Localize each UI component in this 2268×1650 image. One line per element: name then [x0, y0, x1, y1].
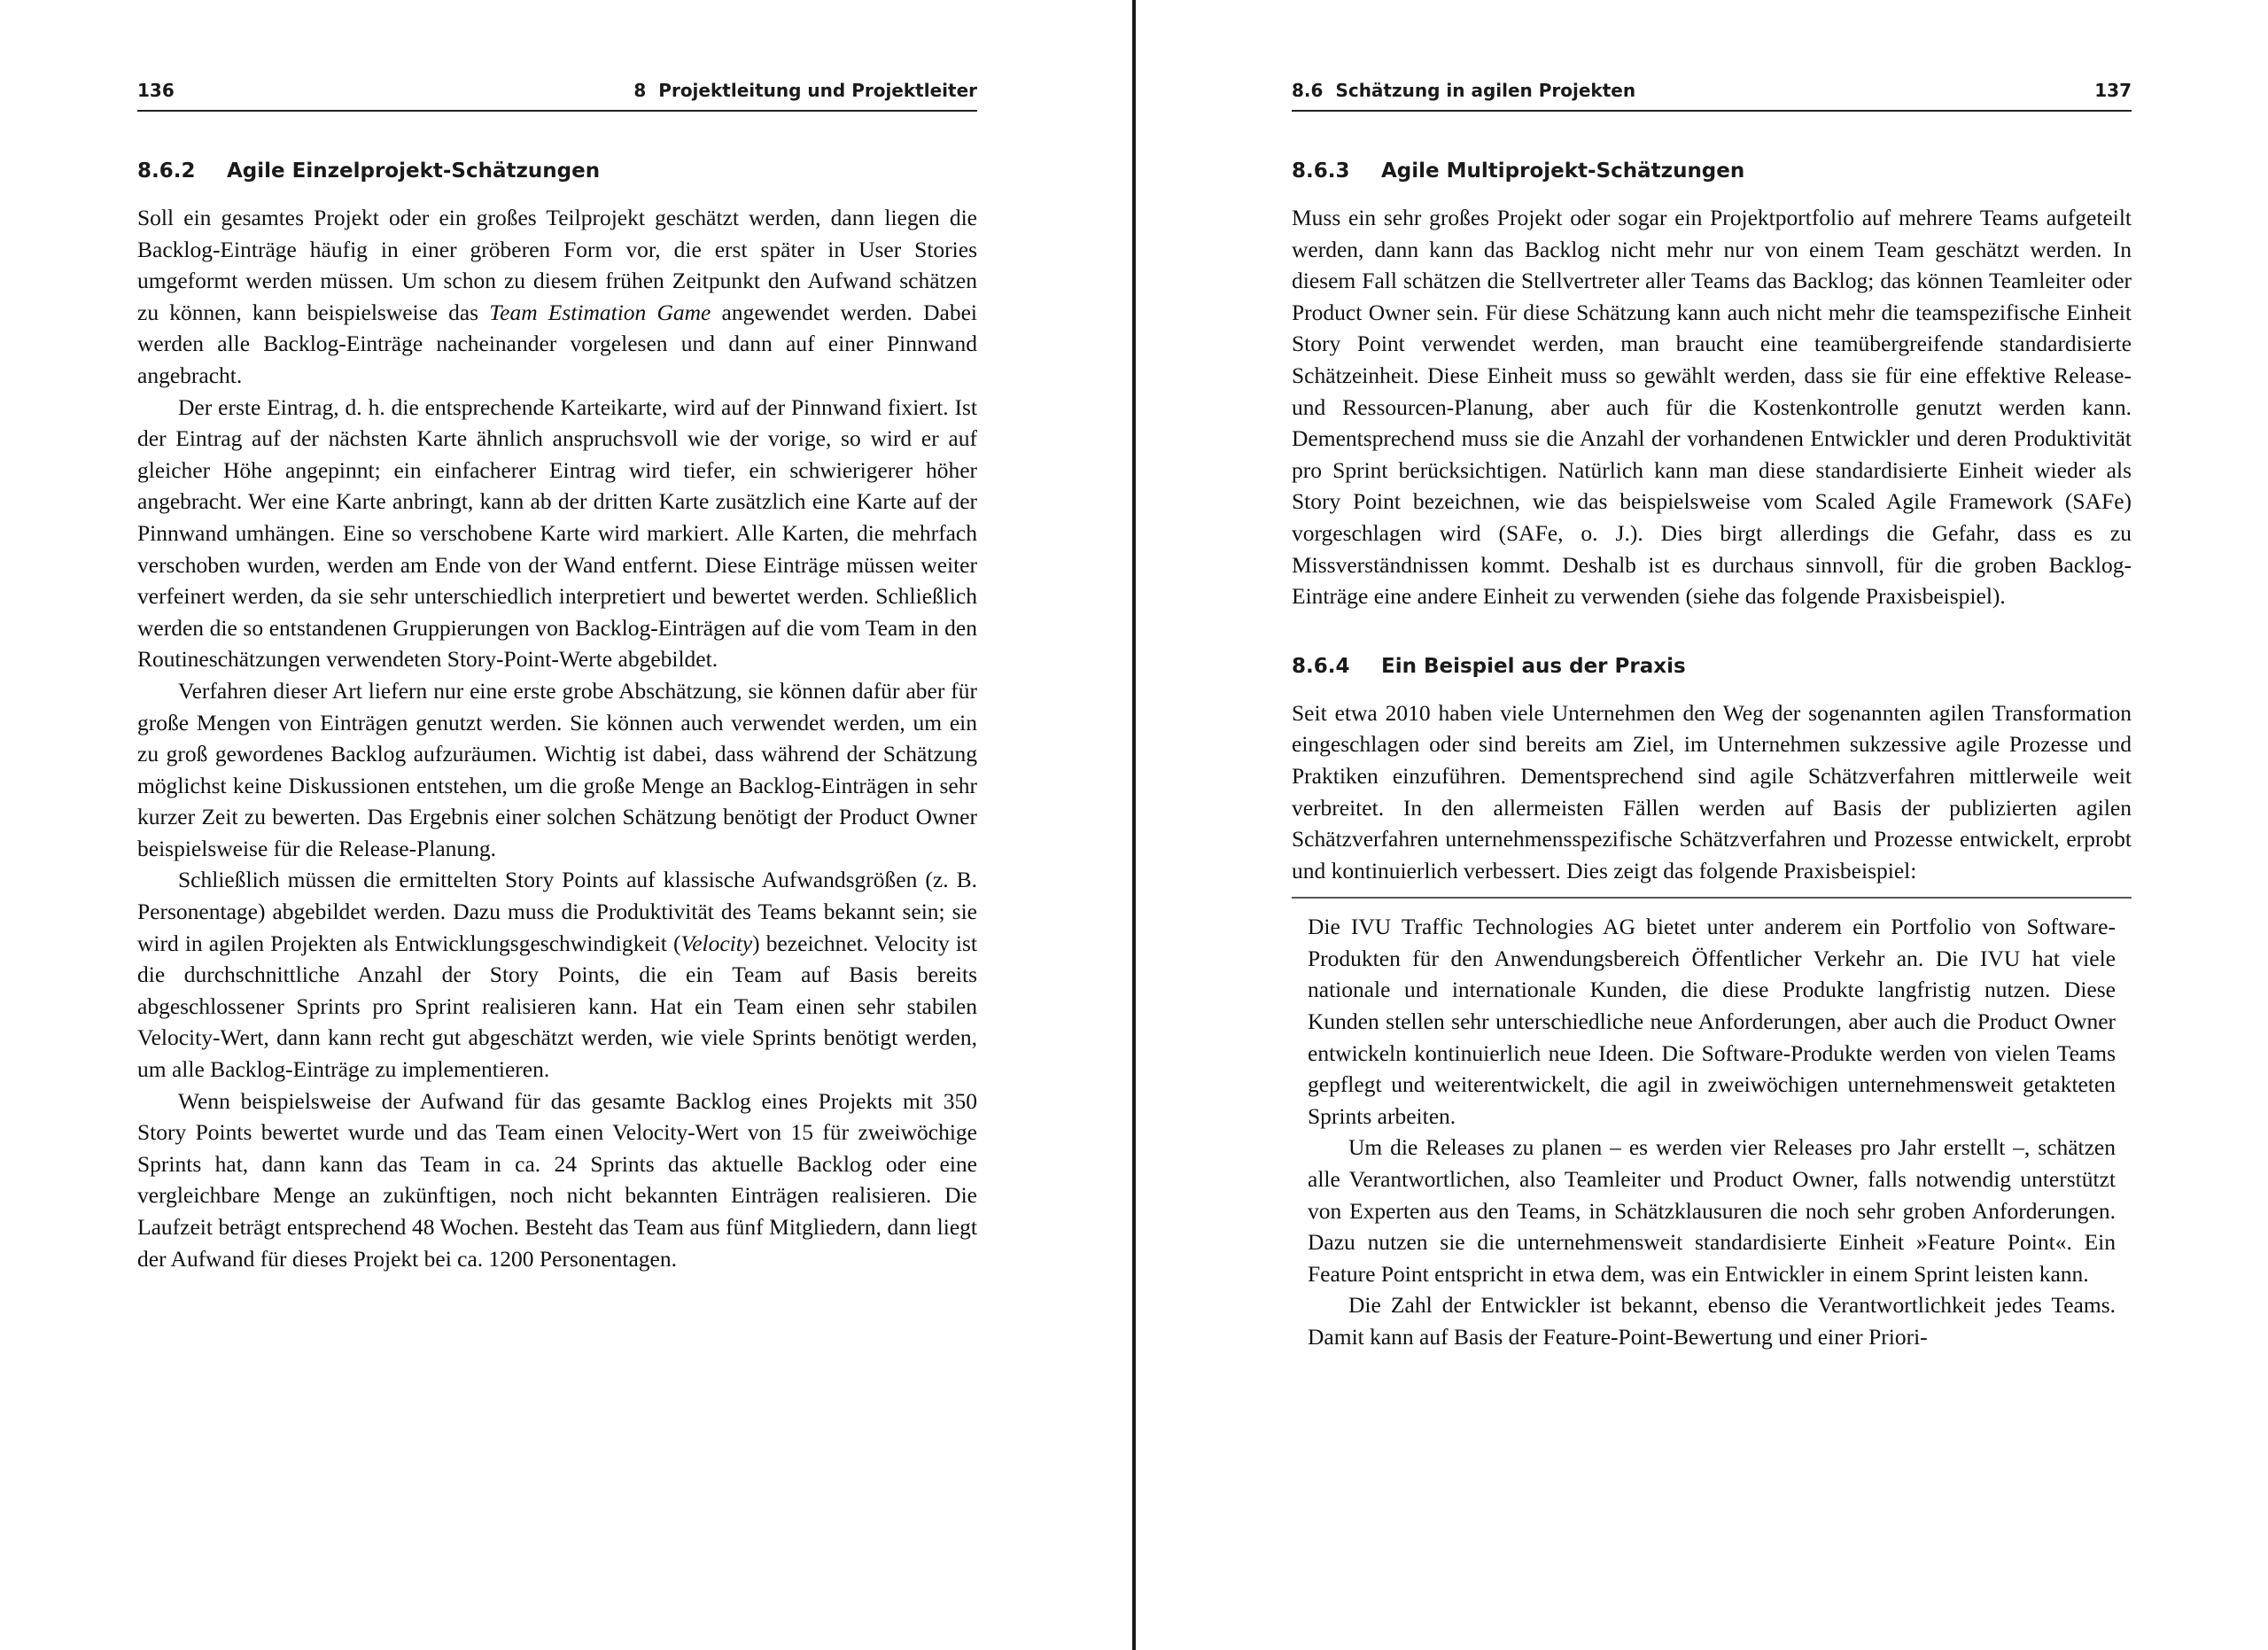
paragraph: Verfahren dieser Art liefern nur eine erste grobe Abschätzung, sie können dafür aber für große Mengen von Einträgen genutzt werden. Sie können auch verwendet werden, um ein zu groß gewordenes Backlog aufzuräumen. Wichtig ist dabei, dass während der Schätzung möglichst keine Diskussionen entstehen, um die große Menge an Backlog-Einträgen in sehr kurzer Zeit zu bewerten. Das Ergebnis einer solchen Schätzung benötigt der Product Owner beispielsweise für die Release-Planung.: [137, 677, 977, 861]
chapter-number: 8: [633, 80, 647, 101]
section-number: 8.6.2: [137, 160, 196, 183]
paragraph: Seit etwa 2010 haben viele Unternehmen den Weg der sogenannten agilen Transformation eingeschlagen oder sind bereits am Ziel, im Unternehmen sukzessive agile Prozesse und Praktiken einzuführen. Dementsprechend sind agile Schätzverfahren mittlerweile weit verbreitet. In den allermeisten Fällen werden auf Basis der publizierten agilen Schätzverfahren unternehmensspezifische Schätzverfahren und Prozesse entwickelt, erprobt und kontinuierlich verbessert. Dies zeigt das folgende Praxisbeispiel:: [1292, 699, 2132, 883]
right-page: [1136, 0, 2268, 1650]
paragraph: Wenn beispielsweise der Aufwand für das gesamte Backlog eines Projekts mit 350 Story Points bewertet wurde und das Team einen Velocity-Wert von 15 für zweiwöchige Sprints hat, dann kann das Team in ca. 24 Sprints das aktuelle Backlog oder eine vergleichbare Menge an zukünftigen, noch nicht bekannten Einträgen realisieren. Die Laufzeit beträgt entsprechend 48 Wochen. Besteht das Team aus fünf Mitgliedern, dann liegt der Aufwand für dieses Projekt bei ca. 1200 Personentagen.: [137, 1087, 977, 1272]
section-title: Agile Multiprojekt-Schätzungen: [1381, 160, 1745, 183]
running-head-left: [137, 78, 977, 112]
example-paragraph: Die Zahl der Entwickler ist bekannt, ebenso die Verantwortlichkeit jedes Teams. Damit kann auf Basis der Feature-Point-Bewertung und einer Priori-: [1308, 1292, 2116, 1350]
running-head-chapter: [633, 80, 977, 101]
running-head-right: [1292, 78, 2132, 112]
left-page: [0, 0, 1132, 1650]
left-page-body: [137, 158, 977, 1274]
chapter-title: Projektleitung und Projektleiter: [658, 80, 977, 101]
practice-example-box: [1292, 897, 2132, 1352]
section-number: 8.6.3: [1292, 160, 1350, 183]
running-head-section: [1292, 80, 1635, 101]
section-title: Ein Beispiel aus der Praxis: [1381, 654, 1686, 678]
section-heading-8-6-3: [1292, 158, 2132, 184]
paragraph: Soll ein gesamtes Projekt oder ein großes Teilprojekt geschätzt werden, dann liegen die Backlog-Einträge häufig in einer gröberen Form vor, die erst später in User Stories umgeformt werden müssen. Um schon zu diesem frühen Zeitpunkt den Aufwand schätzen zu können, kann beispielsweise das Team Estimation Game angewendet werden. Dabei werden alle Backlog-Einträge nacheinander vorgelesen und dann auf einer Pinnwand angebracht.: [137, 205, 977, 388]
example-paragraph: Die IVU Traffic Technologies AG bietet unter anderem ein Portfolio von Software-Produkten für den Anwendungsbereich Öffentlicher Verkehr an. Die IVU hat viele nationale und internationale Kunden, die diese Produkte langfristig nutzen. Diese Kunden stellen sehr unterschiedliche neue Anforderungen, aber auch die Product Owner entwickeln kontinuierlich neue Ideen. Die Software-Produkte werden von vielen Teams gepflegt und weiterentwickelt, die agil in zweiwöchigen unternehmensweit getakteten Sprints arbeiten.: [1308, 914, 2116, 1129]
paragraph: Schließlich müssen die ermittelten Story Points auf klassische Aufwandsgrößen (z. B. Personentage) abgebildet werden. Dazu muss die Produktivität des Teams bekannt sein; sie wird in agilen Projekten als Entwicklungsgeschwindigkeit (Velocity) bezeichnet. Velocity ist die durchschnittliche Anzahl der Story Points, die ein Team auf Basis bereits abgeschlossener Sprints pro Sprint realisieren kann. Hat ein Team einen sehr stabilen Velocity-Wert, dann kann recht gut abgeschätzt werden, wie viele Sprints benötigt werden, um alle Backlog-Einträge zu implementieren.: [137, 867, 977, 1083]
right-page-body: [1292, 158, 2132, 1353]
page-number-left: 136: [137, 80, 175, 101]
paragraph: Der erste Eintrag, d. h. die entsprechende Karteikarte, wird auf der Pinnwand fixiert. Ist der Eintrag auf der nächsten Karte ähnlich anspruchsvoll wie der vorige, so wird er auf gleicher Höhe angepinnt; ein einfacherer Eintrag wird tiefer, ein schwierigerer höher angebracht. Wer eine Karte anbringt, kann ab der dritten Karte zusätzlich eine Karte auf der Pinnwand umhängen. Eine so verschobene Karte wird markiert. Alle Karten, die mehrfach verschoben wurden, werden am Ende von der Wand entfernt. Diese Einträge müssen weiter verfeinert werden, da sie sehr unterschiedlich interpretiert und bewertet werden. Schließlich werden die so entstandenen Gruppierungen von Backlog-Einträgen auf die vom Team in den Routineschätzungen verwendeten Story-Point-Werte abgebildet.: [137, 393, 977, 673]
section-title: Agile Einzelprojekt-Schätzungen: [227, 160, 601, 183]
paragraph: Muss ein sehr großes Projekt oder sogar ein Projektportfolio auf mehrere Teams aufgeteilt werden, dann kann das Backlog nicht mehr nur von einem Team geschätzt werden. In diesem Fall schätzen die Stellvertreter aller Teams das Backlog; das können Teamleiter oder Product Owner sein. Für diese Schätzung kann auch nicht mehr die teamspezifische Einheit Story Point verwendet werden, man braucht eine teamübergreifende standardisierte Schätzeinheit. Diese Einheit muss so gewählt werden, dass sie für eine effektive Release- und Ressourcen-Planung, aber auch für die Kostenkontrolle genutzt werden kann. Dementsprechend muss sie die Anzahl der vorhandenen Entwickler und deren Produktivität pro Sprint berücksichtigen. Natürlich kann man diese standardisierte Einheit wieder als Story Point bezeichnen, wie das beispielsweise vom Scaled Agile Framework (SAFe) vorgeschlagen wird (SAFe, o. J.). Dies birgt allerdings die Gefahr, dass es zu Missverständnissen kommt. Deshalb ist es durchaus sinnvoll, für die groben Backlog-Einträge eine andere Einheit zu verwenden (siehe das folgende Praxisbeispiel).: [1292, 205, 2132, 610]
section-heading-8-6-2: [137, 158, 977, 184]
section-heading-8-6-4: [1292, 653, 2132, 680]
section-number: 8.6.4: [1292, 654, 1350, 678]
page-number-right: 137: [2094, 80, 2132, 101]
running-section-number: 8.6: [1292, 80, 1324, 101]
running-section-title: Schätzung in agilen Projekten: [1335, 80, 1636, 101]
example-paragraph: Um die Releases zu planen – es werden vier Releases pro Jahr erstellt –, schätzen alle Verantwortlichen, also Teamleiter und Product Owner, falls notwendig unterstützt von Experten aus den Teams, in Schätzklausuren die noch sehr groben Anforderungen. Dazu nutzen sie die unternehmensweit standardisierte Einheit »Feature Point«. Ein Feature Point entspricht in etwa dem, was ein Entwickler in einem Sprint leisten kann.: [1308, 1134, 2116, 1287]
